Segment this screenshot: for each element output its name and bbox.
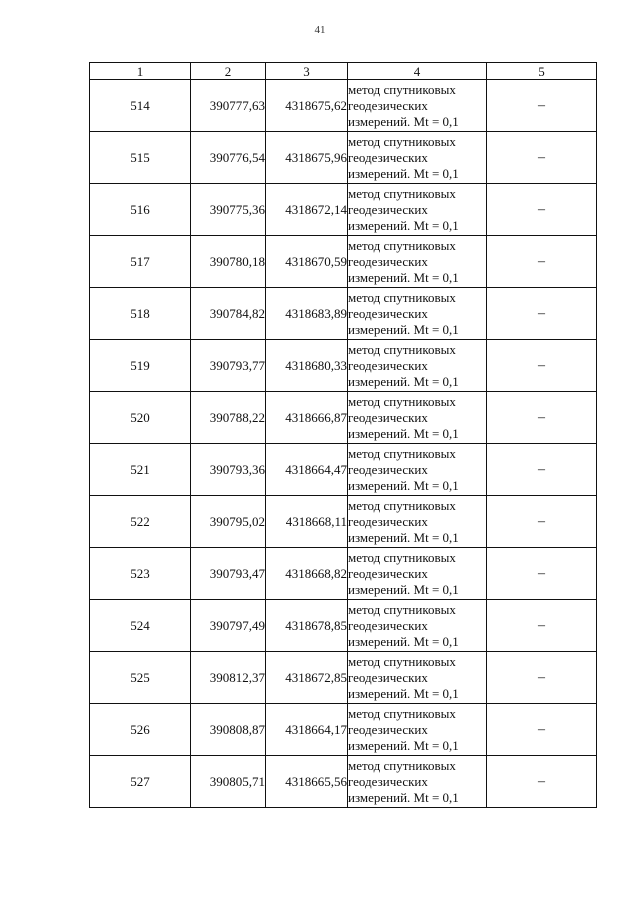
y-coordinate-cell: 4318664,47 (266, 444, 348, 496)
point-number-cell: 514 (90, 80, 191, 132)
method-cell (348, 340, 487, 392)
column-header-3: 3 (266, 63, 348, 80)
method-cell (348, 288, 487, 340)
x-coordinate-cell: 390780,18 (191, 236, 266, 288)
x-coordinate-cell: 390795,02 (191, 496, 266, 548)
method-line: метод спутниковых (348, 133, 456, 149)
note-cell: – (487, 236, 597, 288)
method-line: метод спутниковых (348, 653, 456, 669)
x-coordinate-cell: 390793,36 (191, 444, 266, 496)
column-header-5: 5 (487, 63, 597, 80)
table-row (90, 756, 597, 808)
table-row (90, 652, 597, 704)
point-number-cell: 524 (90, 600, 191, 652)
note-cell: – (487, 288, 597, 340)
method-line: геодезических (348, 149, 428, 165)
table-row (90, 132, 597, 184)
method-line: геодезических (348, 617, 428, 633)
method-line: измерений. Mt = 0,1 (348, 581, 459, 597)
method-cell (348, 80, 487, 132)
table-row (90, 600, 597, 652)
x-coordinate-cell: 390793,77 (191, 340, 266, 392)
method-line: измерений. Mt = 0,1 (348, 789, 459, 805)
method-line: геодезических (348, 721, 428, 737)
method-line: геодезических (348, 409, 428, 425)
method-line: геодезических (348, 513, 428, 529)
note-cell: – (487, 756, 597, 808)
column-header-4: 4 (348, 63, 487, 80)
point-number-cell: 526 (90, 704, 191, 756)
y-coordinate-cell: 4318670,59 (266, 236, 348, 288)
method-line: измерений. Mt = 0,1 (348, 165, 459, 181)
y-coordinate-cell: 4318668,82 (266, 548, 348, 600)
point-number-cell: 518 (90, 288, 191, 340)
x-coordinate-cell: 390805,71 (191, 756, 266, 808)
note-cell: – (487, 444, 597, 496)
x-coordinate-cell: 390777,63 (191, 80, 266, 132)
y-coordinate-cell: 4318678,85 (266, 600, 348, 652)
note-cell: – (487, 132, 597, 184)
note-cell: – (487, 392, 597, 444)
table-row (90, 704, 597, 756)
method-cell (348, 444, 487, 496)
x-coordinate-cell: 390793,47 (191, 548, 266, 600)
method-line: метод спутниковых (348, 341, 456, 357)
y-coordinate-cell: 4318664,17 (266, 704, 348, 756)
x-coordinate-cell: 390784,82 (191, 288, 266, 340)
x-coordinate-cell: 390775,36 (191, 184, 266, 236)
method-line: измерений. Mt = 0,1 (348, 321, 459, 337)
table-row (90, 80, 597, 132)
method-line: геодезических (348, 461, 428, 477)
note-cell: – (487, 184, 597, 236)
x-coordinate-cell: 390776,54 (191, 132, 266, 184)
note-cell: – (487, 600, 597, 652)
method-line: измерений. Mt = 0,1 (348, 737, 459, 753)
method-line: измерений. Mt = 0,1 (348, 685, 459, 701)
method-cell (348, 184, 487, 236)
method-line: измерений. Mt = 0,1 (348, 269, 459, 285)
point-number-cell: 519 (90, 340, 191, 392)
method-line: измерений. Mt = 0,1 (348, 477, 459, 493)
coordinates-table (89, 62, 597, 808)
method-cell (348, 652, 487, 704)
table-row (90, 236, 597, 288)
y-coordinate-cell: 4318675,96 (266, 132, 348, 184)
method-line: измерений. Mt = 0,1 (348, 217, 459, 233)
method-line: метод спутниковых (348, 705, 456, 721)
method-line: метод спутниковых (348, 185, 456, 201)
point-number-cell: 523 (90, 548, 191, 600)
point-number-cell: 516 (90, 184, 191, 236)
method-line: метод спутниковых (348, 393, 456, 409)
method-line: измерений. Mt = 0,1 (348, 113, 459, 129)
x-coordinate-cell: 390812,37 (191, 652, 266, 704)
y-coordinate-cell: 4318672,14 (266, 184, 348, 236)
method-line: метод спутниковых (348, 289, 456, 305)
method-cell (348, 704, 487, 756)
x-coordinate-cell: 390808,87 (191, 704, 266, 756)
table-body (90, 80, 597, 808)
column-header-1: 1 (90, 63, 191, 80)
point-number-cell: 515 (90, 132, 191, 184)
y-coordinate-cell: 4318683,89 (266, 288, 348, 340)
method-line: геодезических (348, 97, 428, 113)
method-line: геодезических (348, 565, 428, 581)
method-line: измерений. Mt = 0,1 (348, 425, 459, 441)
method-cell (348, 236, 487, 288)
method-line: измерений. Mt = 0,1 (348, 373, 459, 389)
page-number: 41 (314, 24, 326, 36)
method-line: геодезических (348, 305, 428, 321)
x-coordinate-cell: 390788,22 (191, 392, 266, 444)
method-cell (348, 392, 487, 444)
method-cell (348, 548, 487, 600)
method-line: метод спутниковых (348, 237, 456, 253)
table-header-row (90, 63, 597, 80)
table-row (90, 184, 597, 236)
method-line: измерений. Mt = 0,1 (348, 529, 459, 545)
table-row (90, 548, 597, 600)
note-cell: – (487, 80, 597, 132)
table-row (90, 444, 597, 496)
note-cell: – (487, 340, 597, 392)
method-cell (348, 132, 487, 184)
table-row (90, 288, 597, 340)
y-coordinate-cell: 4318665,56 (266, 756, 348, 808)
y-coordinate-cell: 4318675,62 (266, 80, 348, 132)
method-line: геодезических (348, 773, 428, 789)
method-line: геодезических (348, 357, 428, 373)
method-line: метод спутниковых (348, 497, 456, 513)
method-line: метод спутниковых (348, 549, 456, 565)
column-header-2: 2 (191, 63, 266, 80)
method-line: геодезических (348, 669, 428, 685)
point-number-cell: 521 (90, 444, 191, 496)
y-coordinate-cell: 4318680,33 (266, 340, 348, 392)
method-line: метод спутниковых (348, 757, 456, 773)
method-cell (348, 496, 487, 548)
x-coordinate-cell: 390797,49 (191, 600, 266, 652)
y-coordinate-cell: 4318666,87 (266, 392, 348, 444)
table-row (90, 392, 597, 444)
point-number-cell: 517 (90, 236, 191, 288)
note-cell: – (487, 548, 597, 600)
y-coordinate-cell: 4318672,85 (266, 652, 348, 704)
method-line: геодезических (348, 253, 428, 269)
point-number-cell: 527 (90, 756, 191, 808)
method-line: измерений. Mt = 0,1 (348, 633, 459, 649)
point-number-cell: 520 (90, 392, 191, 444)
method-line: геодезических (348, 201, 428, 217)
note-cell: – (487, 496, 597, 548)
method-cell (348, 600, 487, 652)
method-line: метод спутниковых (348, 601, 456, 617)
note-cell: – (487, 704, 597, 756)
note-cell: – (487, 652, 597, 704)
method-line: метод спутниковых (348, 445, 456, 461)
y-coordinate-cell: 4318668,11 (266, 496, 348, 548)
method-cell (348, 756, 487, 808)
table-row (90, 340, 597, 392)
table-row (90, 496, 597, 548)
method-line: метод спутниковых (348, 81, 456, 97)
point-number-cell: 525 (90, 652, 191, 704)
point-number-cell: 522 (90, 496, 191, 548)
